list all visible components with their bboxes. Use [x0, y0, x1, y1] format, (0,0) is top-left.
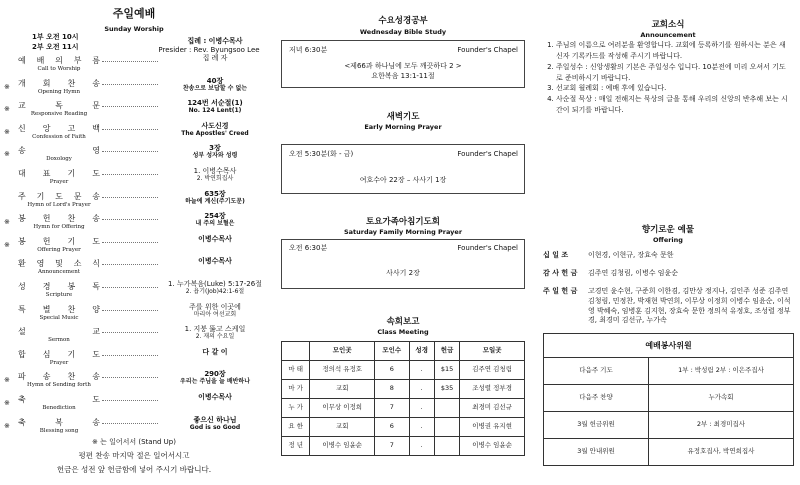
class-meeting-subtitle: Class Meeting: [377, 328, 429, 336]
family-prayer-box: [281, 239, 525, 289]
dotted-leader: [102, 174, 158, 175]
morning-prayer-reading: 여호수아 22장 – 사사기 1장: [359, 176, 447, 184]
class-meeting-cell: 정 년: [282, 437, 310, 456]
offering-title: 향기로운 예물: [641, 225, 695, 235]
order-item-english: Offering Prayer: [37, 246, 81, 253]
class-meeting-cell: .: [409, 418, 434, 437]
class-meeting-cell: 마 태: [282, 361, 310, 380]
bible-study-title: 수요성경공부: [378, 16, 428, 26]
order-item-label: 예 배 의 부 름: [18, 56, 100, 65]
schedule-column: [278, 0, 528, 485]
morning-prayer-box: [281, 144, 525, 194]
order-item-detail: 이병수목사: [198, 257, 232, 266]
class-meeting-cell: 6: [375, 418, 409, 437]
class-meeting-row: [282, 399, 525, 418]
volunteer-row: [544, 385, 794, 412]
order-item-subdetail: 2. 박연희집사: [196, 175, 234, 182]
order-item-english: Doxology: [46, 156, 72, 163]
volunteer-names: 1부 : 박성림 2부 : 이은주집사: [649, 358, 794, 385]
dotted-leader: [102, 355, 158, 356]
order-item-label: 교 독 문: [18, 101, 100, 111]
class-meeting-header: 모인곳: [310, 342, 375, 361]
class-meeting-cell: 이병권 유지현: [460, 418, 525, 437]
order-item-detail: 집 례 자: [202, 54, 228, 62]
offering-note: 헌금은 성전 앞 헌금함에 넣어 주시기 바랍니다.: [56, 465, 212, 474]
dotted-leader: [102, 219, 158, 220]
class-meeting-row: [282, 380, 525, 399]
stand-up-note: ※ 는 일어서서 (Stand Up): [92, 438, 176, 446]
morning-prayer-subtitle: Early Morning Prayer: [364, 123, 442, 131]
order-item-label: 개 회 찬 송: [18, 78, 100, 88]
dotted-leader: [102, 400, 158, 401]
order-item-english: Opening Hymn: [37, 88, 81, 95]
class-meeting-cell: 6: [375, 361, 409, 380]
stand-marker: ※: [4, 399, 10, 407]
order-item-detail: 주를 위한 이곳에: [189, 302, 241, 311]
bible-study-time: 저녁 6:30분: [289, 46, 328, 54]
order-item-label: 설 교: [18, 327, 100, 337]
order-item-subdetail: 마리아 여선교회: [193, 310, 237, 318]
order-item-label: 축 복 송: [18, 417, 100, 427]
dotted-leader: [102, 287, 158, 288]
dotted-leader: [102, 242, 158, 243]
announcement-item: 1. 주님의 이름으로 여러분을 환영합니다. 교회에 등록하기를 원하시는 분은 새신자 기록카드를 작성해 주시기 바랍니다.: [556, 40, 791, 62]
order-item-english: Prayer: [49, 359, 69, 366]
stand-marker: ※: [4, 240, 10, 249]
family-prayer-place: Founder's Chapel: [457, 244, 518, 252]
order-item-label: 신 앙 고 백: [18, 123, 100, 133]
class-meeting-cell: 조성렬 정부경: [460, 380, 525, 399]
announcement-item: 2. 주일성수 : 신앙생활의 기본은 주일성수 입니다. 10분전에 미리 오셔서 기도로 준비하시기 바랍니다.: [556, 62, 791, 84]
order-item-detail: 635장: [204, 189, 226, 198]
bible-study-subtitle: Wednesday Bible Study: [359, 28, 447, 36]
order-item-subdetail: God is so Good: [189, 423, 241, 431]
volunteer-role: 3월 안내위원: [544, 439, 649, 466]
bible-study-lesson: <제66과 하나님에 모두 깨끗하다 2 >: [344, 62, 462, 70]
stand-marker: ※: [4, 376, 10, 385]
order-item-english: Prayer: [49, 179, 69, 185]
dotted-leader: [102, 377, 158, 378]
morning-prayer-title: 새벽기도: [386, 112, 420, 122]
class-meeting-cell: 7: [375, 437, 409, 456]
offering-names: 김주연 김청림, 이병수 임윤순: [588, 269, 679, 277]
worship-time-1: 1부 오전 10시: [32, 33, 79, 41]
order-item-english: Call to Worship: [37, 66, 81, 72]
family-prayer-title: 토요가족아침기도회: [366, 217, 440, 227]
class-meeting-cell: 이병수 임윤순: [460, 437, 525, 456]
announcement-item: 3. 선교회 월례회 : 예배 후에 있습니다.: [556, 83, 791, 94]
volunteer-names: 누가속회: [649, 385, 794, 412]
order-item-label: 합 심 기 도: [18, 349, 100, 359]
class-meeting-cell: .: [409, 399, 434, 418]
order-item-english: Benediction: [42, 405, 76, 411]
worship-leader-en: Presider : Rev. Byungsoo Lee: [158, 46, 260, 54]
class-meeting-cell: 마 가: [282, 380, 310, 399]
order-item-label: 봉 헌 찬 송: [18, 214, 100, 224]
order-item-label: 환 영 및 소 식: [18, 259, 100, 269]
stand-marker: ※: [4, 105, 10, 114]
order-item-subdetail: 우리는 주님을 늘 배반하나: [179, 378, 251, 386]
offering-names: 고경민 윤수현, 구준희 이한겸, 김만상 정지나, 김인주 성준 김주연 김청림, 민정찬, 박재현 박연희, 이무상 이정희 이병수 임윤순, 이석영 박혜숙, 임병훈 김지현, 장효숙 문한 정의석 유정호, 조성렬 정부경, 최경미 김선규, 누가속: [588, 287, 791, 325]
class-meeting-row: [282, 437, 525, 456]
worship-column: [0, 0, 268, 485]
stand-marker: ※: [4, 218, 10, 227]
order-item-detail: 이병수목사: [198, 393, 232, 401]
offering-label: 십 일 조: [543, 251, 569, 259]
order-item-subdetail: 2. 욥기(Job)42:1-6절: [185, 288, 245, 295]
class-meeting-cell: 8: [375, 380, 409, 399]
class-meeting-cell: [434, 437, 459, 456]
order-item-detail: 1. 지붕 뚫고 스케일: [184, 325, 246, 334]
dotted-leader: [102, 129, 158, 130]
volunteer-names: 2부 : 최경미집사: [649, 412, 794, 439]
order-item-label: 주 기 도 문 송: [18, 191, 100, 201]
order-item-label: 특 별 찬 양: [18, 304, 100, 314]
volunteer-table: [543, 333, 794, 466]
bible-study-place: Founder's Chapel: [457, 46, 518, 54]
volunteer-role: 다음주 기도: [544, 358, 649, 385]
order-item-english: Announcement: [37, 269, 80, 276]
class-meeting-cell: .: [409, 361, 434, 380]
order-item-label: 송 영: [18, 146, 100, 156]
morning-prayer-place: Founder's Chapel: [457, 150, 518, 158]
class-meeting-cell: 김주연 김청림: [460, 361, 525, 380]
class-meeting-cell: 교회: [310, 380, 375, 399]
class-meeting-cell: [434, 399, 459, 418]
worship-time-2: 2부 오전 11시: [32, 43, 79, 51]
order-item-detail: 다 같 이: [202, 347, 228, 356]
worship-leader-ko: 집례 : 이병수목사: [187, 37, 243, 45]
order-item-detail: 254장: [204, 212, 226, 221]
dotted-leader: [102, 310, 158, 311]
order-item-label: 축 도: [18, 395, 100, 404]
hymn-note: 평편 찬송 마지막 절은 일어서시고: [78, 451, 190, 460]
class-meeting-row: [282, 361, 525, 380]
order-item-english: Sermon: [48, 337, 70, 344]
order-item-detail: 290장: [204, 370, 226, 379]
order-item-detail: 3장: [209, 144, 221, 153]
stand-marker: ※: [4, 150, 10, 159]
volunteer-role: 다음주 찬양: [544, 385, 649, 412]
order-item-subdetail: 하늘에 계신(주기도문): [185, 197, 245, 205]
family-prayer-time: 오전 6:30분: [289, 244, 328, 252]
class-meeting-cell: [434, 418, 459, 437]
class-meeting-cell: 이무상 이정희: [310, 399, 375, 418]
class-meeting-header: 성경: [409, 342, 434, 361]
order-item-detail: 1. 누가복음(Luke) 5:17-26절: [168, 280, 262, 288]
order-item-label: 성 경 봉 독: [18, 282, 100, 291]
announcement-subtitle: Announcement: [640, 31, 696, 39]
order-item-subdetail: 내 주의 보혈은: [195, 220, 235, 228]
order-item-detail: 40장: [206, 76, 224, 85]
class-meeting-cell: 누 가: [282, 399, 310, 418]
dotted-leader: [102, 106, 158, 107]
announcement-item: 4. 사순절 묵상 : 매일 전해지는 묵상의 글을 통해 우리의 신앙의 반추해 보는 시간이 되기를 바랍니다.: [556, 94, 791, 116]
class-meeting-row: [282, 418, 525, 437]
class-meeting-cell: $35: [434, 380, 459, 399]
order-item-english: Hymn for Offering: [33, 224, 85, 231]
class-meeting-cell: 최경미 김선규: [460, 399, 525, 418]
order-item-label: 봉 헌 기 도: [18, 236, 100, 246]
order-item-english: Responsive Reading: [30, 111, 88, 118]
announcement-list: [546, 40, 791, 116]
class-meeting-header: 헌금: [434, 342, 459, 361]
class-meeting-cell: 정의석 유정호: [310, 361, 375, 380]
family-prayer-subtitle: Saturday Family Morning Prayer: [343, 228, 463, 236]
order-item-detail: 좋으신 하나님: [193, 415, 237, 424]
worship-subtitle: Sunday Worship: [104, 25, 164, 33]
class-meeting-cell: $15: [434, 361, 459, 380]
order-item-detail: 1. 이병수목사: [193, 167, 237, 175]
volunteer-row: [544, 439, 794, 466]
announcement-title: 교회소식: [651, 20, 685, 30]
dotted-leader: [102, 264, 158, 265]
dotted-leader: [102, 84, 158, 85]
volunteer-title: 예배봉사위원: [544, 334, 794, 358]
class-meeting-table: [281, 341, 525, 456]
bible-study-box: [281, 40, 525, 88]
dotted-leader: [102, 197, 158, 198]
class-meeting-header-row: [282, 342, 525, 361]
bible-study-passage: 요한복음 13:1-11절: [371, 72, 435, 80]
offering-names: 이현경, 이현규, 장효숙 문한: [588, 251, 674, 259]
volunteer-row: [544, 412, 794, 439]
offering-label: 감 사 헌 금: [543, 269, 578, 277]
dotted-leader: [102, 61, 158, 62]
class-meeting-cell: 요 한: [282, 418, 310, 437]
volunteer-row: [544, 358, 794, 385]
stand-marker: ※: [4, 127, 10, 136]
order-item-detail: 이병수목사: [198, 234, 232, 243]
order-item-label: 파 송 찬 송: [18, 372, 100, 382]
class-meeting-cell: 교회: [310, 418, 375, 437]
order-item-detail: 124번 서순절(1): [187, 99, 243, 108]
order-item-subdetail: 2. 재의 수요일: [195, 333, 235, 341]
volunteer-names: 유정호집사, 박연희집사: [649, 439, 794, 466]
class-meeting-header: 모일곳: [460, 342, 525, 361]
class-meeting-header: [282, 342, 310, 361]
order-item-subdetail: The Apostles' Creed: [181, 129, 249, 137]
dotted-leader: [102, 151, 158, 152]
dotted-leader: [102, 332, 158, 333]
stand-marker: ※: [4, 82, 10, 91]
morning-prayer-time: 오전 5:30분(화 - 금): [289, 150, 354, 158]
order-item-label: 대 표 기 도: [18, 169, 100, 178]
class-meeting-title: 속회보고: [386, 317, 420, 327]
class-meeting-header: 모인수: [375, 342, 409, 361]
family-prayer-reading: 사사기 2장: [386, 269, 420, 277]
volunteer-role: 3월 헌금위원: [544, 412, 649, 439]
order-item-english: Blessing song: [39, 427, 79, 434]
dotted-leader: [102, 423, 158, 424]
order-item-detail: 사도신경: [201, 121, 229, 130]
worship-title: 주일예배: [112, 7, 156, 20]
order-item-english: Special Music: [39, 314, 79, 321]
class-meeting-cell: .: [409, 437, 434, 456]
order-item-subdetail: 성부 성자와 성령: [192, 152, 238, 160]
order-item-subdetail: 찬송으로 보답할 수 없는: [182, 84, 248, 92]
stand-marker: ※: [4, 421, 10, 430]
offering-label: 주 일 헌 금: [543, 287, 578, 295]
order-item-english: Hymn of Sending forth: [27, 382, 91, 389]
offering-subtitle: Offering: [653, 236, 683, 244]
order-item-english: Confession of Faith: [32, 133, 86, 140]
order-item-subdetail: No. 124 Lent(1): [188, 107, 242, 115]
order-item-english: Hymn of Lord's Prayer: [27, 201, 91, 208]
order-item-english: Scripture: [45, 292, 73, 298]
class-meeting-cell: 7: [375, 399, 409, 418]
class-meeting-cell: 이병수 임윤순: [310, 437, 375, 456]
class-meeting-cell: .: [409, 380, 434, 399]
